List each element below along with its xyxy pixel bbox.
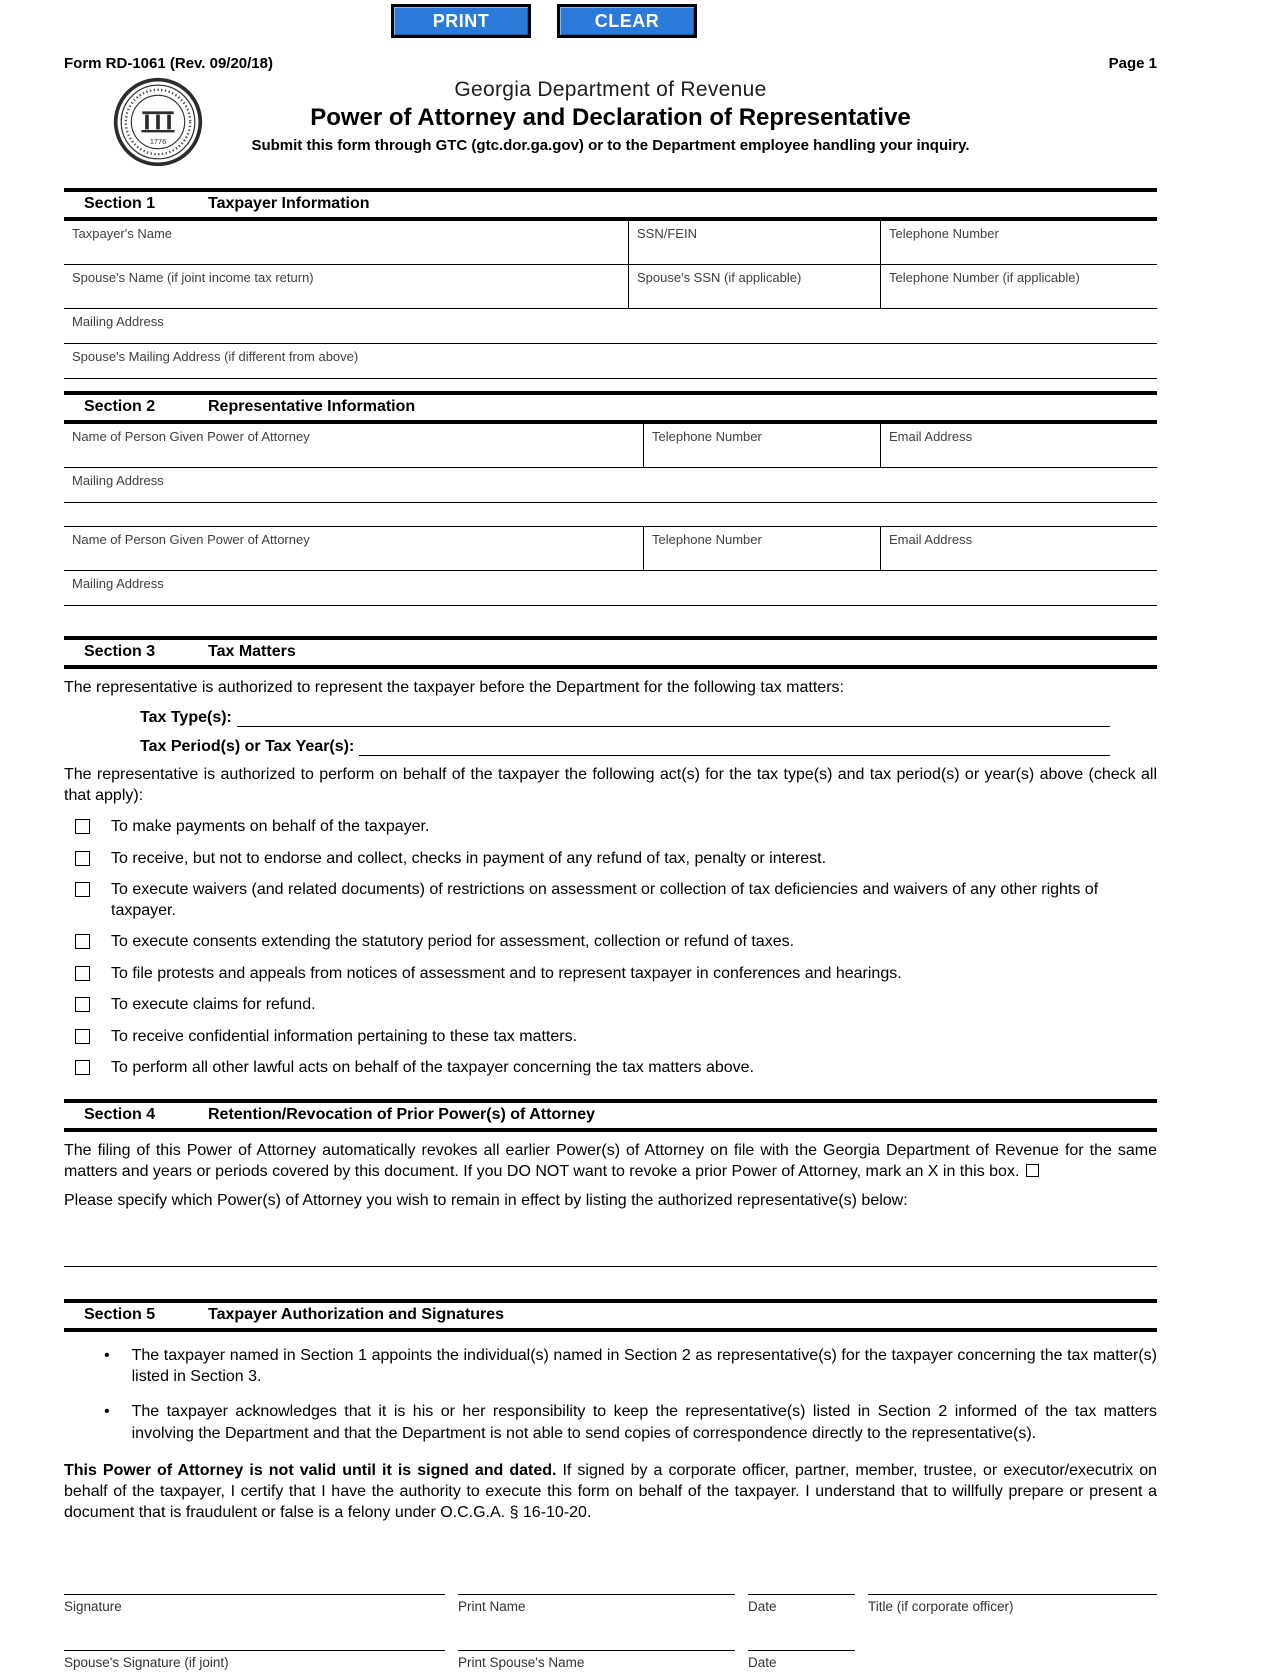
section2-header [64,391,1157,424]
print-button[interactable]: PRINT [391,4,531,38]
act-receive-checks-label: To receive, but not to endorse and collect, checks in payment of any refund of tax, penalty or interest. [111,849,827,867]
rep1-name-label: Name of Person Given Power of Attorney [72,429,310,444]
corporate-title-field[interactable] [868,1594,1157,1616]
clear-button[interactable]: CLEAR [557,4,697,38]
act-item-file-protests [75,964,1157,984]
rep2-telephone-field[interactable] [643,527,880,571]
act-confidential-info-checkbox[interactable] [75,1029,90,1044]
spouse-telephone-label: Telephone Number (if applicable) [889,270,1080,285]
tax-types-input[interactable] [237,708,1110,727]
taxpayer-name-field[interactable] [64,221,628,265]
date-field[interactable] [748,1594,855,1616]
rep1-name-field[interactable] [64,424,643,468]
tax-periods-row [140,737,1110,756]
section1-title: Taxpayer Information [208,195,370,212]
section3-title: Tax Matters [208,643,296,660]
authorization-bullet-1 [104,1345,1157,1388]
rep2-telephone-label: Telephone Number [652,532,762,547]
section2-title: Representative Information [208,398,416,415]
act-item-execute-waivers [75,880,1157,921]
mailing-address-label: Mailing Address [72,314,164,329]
rep1-mailing-address-label: Mailing Address [72,473,164,488]
prior-poa-representatives-input[interactable] [64,1227,1157,1267]
section4-title: Retention/Revocation of Prior Power(s) of Attorney [208,1105,595,1123]
act-execute-waivers-label: To execute waivers (and related documents) of restrictions on assessment or collection of tax deficiencies and waivers of any other rights of taxpayer. [111,881,1099,919]
authorization-bullet-2-text: • The taxpayer acknowledges that it is his or her responsibility to keep the representative(s) listed in Section 2 informed of the tax matters involving the Department and that the Department is not able to send copies of correspondence directly to the representative(s). [131,1403,1157,1442]
rep1-email-field[interactable] [880,424,1157,468]
form-header [64,78,1157,174]
acts-intro: The representative is authorized to perform on behalf of the taxpayer the following act(s) for the tax type(s) and tax period(s) or year(s) above (check all that apply): [64,766,1157,805]
rep2-name-field[interactable] [64,527,643,571]
signature-label: Signature [64,1598,122,1614]
section3-label: Section 3 [84,643,156,660]
mailing-address-field[interactable] [64,309,1157,344]
act-receive-checks-checkbox[interactable] [75,851,90,866]
act-execute-waivers-checkbox[interactable] [75,882,90,897]
spouse-ssn-label: Spouse's SSN (if applicable) [637,270,802,285]
telephone-number-label: Telephone Number [889,226,999,241]
authorization-bullet-2 [104,1401,1157,1444]
representative1-row [64,424,1157,468]
georgia-seal-icon [112,76,204,168]
section2-label: Section 2 [84,398,156,415]
signature-row-1 [64,1594,1157,1616]
spouse-date-field[interactable] [748,1650,855,1672]
spouse-name-label: Spouse's Name (if joint income tax return) [72,270,314,285]
act-item-confidential-info [75,1027,1157,1047]
section5-title: Taxpayer Authorization and Signatures [208,1305,505,1323]
form-number: Form RD-1061 (Rev. 09/20/18) [64,55,273,72]
act-claims-refund-checkbox[interactable] [75,997,90,1012]
telephone-number-field[interactable] [880,221,1157,265]
section5-label: Section 5 [84,1305,156,1323]
rep1-telephone-label: Telephone Number [652,429,762,444]
validity-paragraph [64,1460,1157,1523]
acts-list [64,817,1157,1078]
act-other-lawful-acts-checkbox[interactable] [75,1060,90,1075]
seal-year-text: 1776 [149,137,167,147]
section5-header [64,1299,1157,1332]
rep2-email-field[interactable] [880,527,1157,571]
spouse-print-name-label: Print Spouse's Name [458,1654,585,1670]
date-label: Date [748,1598,777,1614]
representative2-row [64,526,1157,571]
act-claims-refund-label: To execute claims for refund. [111,996,316,1014]
spouse-signature-field[interactable] [64,1650,445,1672]
act-item-other-lawful-acts [75,1058,1157,1078]
act-execute-consents-checkbox[interactable] [75,934,90,949]
section1-table [64,221,1157,309]
rep1-telephone-field[interactable] [643,424,880,468]
rep1-email-label: Email Address [889,429,973,444]
rep2-name-label: Name of Person Given Power of Attorney [72,532,310,547]
spouse-mailing-address-field[interactable] [64,344,1157,379]
tax-periods-input[interactable] [359,737,1110,756]
taxpayer-name-label: Taxpayer's Name [72,226,173,241]
signature-row-2 [64,1650,1157,1672]
act-file-protests-checkbox[interactable] [75,966,90,981]
pdf-button-group [391,4,697,38]
tax-types-row [140,708,1110,727]
spouse-telephone-field[interactable] [880,265,1157,309]
revocation-text: The filing of this Power of Attorney automatically revokes all earlier Power(s) of Attorney on file with the Georgia Department of Revenue for the same matters and years or periods covered by this document. If you DO NOT want to revoke a prior Power of Attorney, mark an X in this box. [64,1141,1157,1180]
tax-periods-label: Tax Period(s) or Tax Year(s): [140,738,355,756]
act-payments-label: To make payments on behalf of the taxpayer. [111,818,430,836]
act-item-payments [75,817,1157,837]
validity-rest-text: If signed by a corporate officer, partner, member, trustee, or executor/executrix on behalf of the taxpayer, I certify that I have the authority to execute this form on behalf of the taxpayer. I understand that to willfully prepare or present a document that is fraudulent or false is a felony under O.C.G.A. § 16-10-20. [64,1462,1157,1522]
section3-intro: The representative is authorized to represent the taxpayer before the Department for the following tax matters: [64,679,844,696]
act-item-claims-refund [75,995,1157,1015]
section4-header [64,1099,1157,1132]
representative-gap [64,503,1157,526]
form-title: Power of Attorney and Declaration of Representative [310,104,911,131]
spouse-signature-label: Spouse's Signature (if joint) [64,1654,229,1670]
section1-header [64,188,1157,221]
ssn-fein-label: SSN/FEIN [637,226,697,241]
spouse-date-label: Date [748,1654,777,1670]
revocation-paragraph [64,1140,1157,1182]
act-execute-consents-label: To execute consents extending the statutory period for assessment, collection or refund of taxes. [111,933,795,951]
agency-name: Georgia Department of Revenue [454,78,767,101]
validity-bold-text: This Power of Attorney is not valid until it is signed and dated. [64,1462,557,1480]
act-item-execute-consents [75,932,1157,952]
signature-field[interactable] [64,1594,445,1616]
section1-label: Section 1 [84,195,156,212]
print-name-label: Print Name [458,1598,526,1614]
tax-types-label: Tax Type(s): [140,709,232,727]
spouse-ssn-field[interactable] [628,265,880,309]
rep2-email-label: Email Address [889,532,973,547]
act-item-receive-checks [75,849,1157,869]
spouse-mailing-address-label: Spouse's Mailing Address (if different from above) [72,349,359,364]
authorization-bullet-1-text: • The taxpayer named in Section 1 appoints the individual(s) named in Section 2 as representative(s) for the taxpayer concerning the tax matter(s) listed in Section 3. [131,1346,1157,1386]
section3-header [64,636,1157,669]
rep2-mailing-address-label: Mailing Address [72,576,164,591]
corporate-title-label: Title (if corporate officer) [868,1598,1014,1614]
spouse-print-name-field[interactable] [458,1650,735,1672]
specify-text: Please specify which Power(s) of Attorney you wish to remain in effect by listing the authorized representative(s) below: [64,1191,908,1209]
act-payments-checkbox[interactable] [75,819,90,834]
spouse-name-field[interactable] [64,265,628,309]
form-subtitle: Submit this form through GTC (gtc.dor.ga.gov) or to the Department employee handling your inquiry. [251,137,970,154]
act-file-protests-label: To file protests and appeals from notices of assessment and to represent taxpayer in conferences and hearings. [111,964,902,982]
print-name-field[interactable] [458,1594,735,1616]
act-other-lawful-acts-label: To perform all other lawful acts on behalf of the taxpayer concerning the tax matters above. [111,1059,755,1077]
page-number: Page 1 [1108,55,1157,72]
ssn-fein-field[interactable] [628,221,880,265]
section4-label: Section 4 [84,1105,156,1123]
act-confidential-info-label: To receive confidential information pertaining to these tax matters. [111,1027,578,1045]
rep1-mailing-address-field[interactable] [64,468,1157,503]
rep2-mailing-address-field[interactable] [64,571,1157,606]
retain-prior-poa-checkbox[interactable] [1026,1164,1039,1177]
